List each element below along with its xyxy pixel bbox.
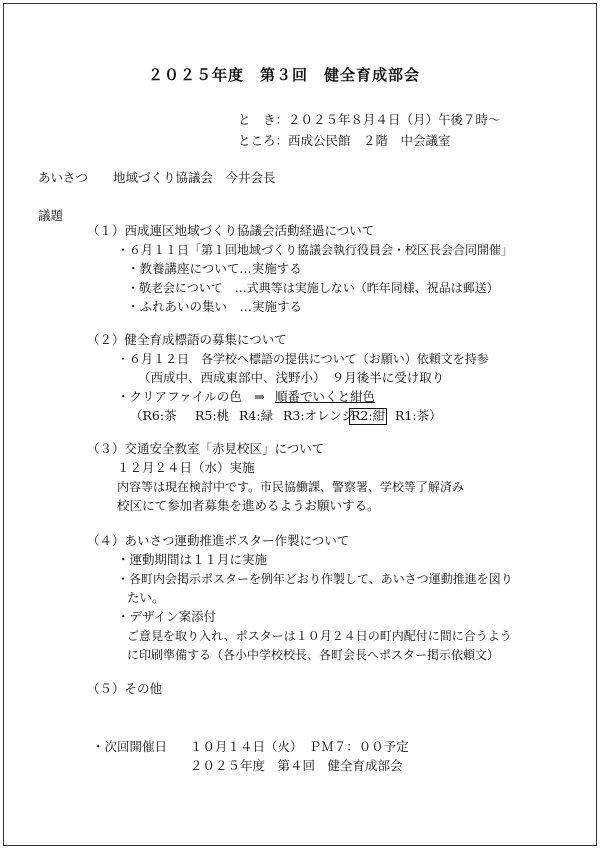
agenda-item-3-line: 内容等は現在検討中です。市民協働課、警察署、学校等了解済み [117, 480, 465, 494]
greeting-speaker: 地域づくり協議会 今井会長 [113, 170, 276, 185]
meeting-place: ところ：西成公民館 ２階 中会議室 [238, 133, 451, 148]
document-title: ２０２５年度 第３回 健全育成部会 [148, 66, 421, 84]
agenda-item-4-line: ・運動期間は１１月に実施 [117, 552, 268, 567]
agenda-item-3-line: １２月２４日（水）実施 [117, 460, 255, 475]
agenda-item-2-line: ・クリアファイルの色 ⇒ [117, 389, 265, 404]
color-r3: R3:オレンジ [283, 408, 354, 423]
next-meeting-date: １０月１４日（火） ＰＭ７：００予定 [190, 739, 409, 754]
greeting-label: あいさつ [38, 170, 89, 185]
document-page [3, 3, 597, 846]
agenda-item-4-line: たい。 [127, 590, 165, 605]
agenda-item-2-line: ・６月１２日 各学校へ標語の提供について（お願い）依頼文を持参 [117, 352, 489, 366]
color-r5: R5:桃 [195, 408, 230, 423]
agenda-item-4-title: （４）あいさつ運動推進ポスター作製について [87, 533, 350, 548]
agenda-item-3-line: 校区にて参加者募集を進めるようお願いする。 [117, 498, 380, 513]
next-meeting-name: ２０２５年度 第４回 健全育成部会 [190, 758, 403, 773]
agenda-item-4-line: に印刷準備する（各小中学校校長、各町会長へポスター掲示依頼文） [127, 648, 500, 662]
agenda-item-1-line: ・敬老会について …式典等は実施しない（昨年同様、祝品は郵送） [127, 281, 499, 295]
color-r1: R1:茶） [395, 408, 442, 423]
agenda-item-3-title: （３）交通安全教室「赤見校区」について [87, 441, 325, 456]
agenda-item-4-line: ・各町内会掲示ポスターを例年どおり作製して、あいさつ運動推進を図り [117, 572, 513, 586]
agenda-item-2-title: （２）健全育成標語の募集について [87, 332, 287, 347]
meeting-time: と き：２０２５年８月４日（月）午後７時～ [238, 112, 501, 127]
color-r4: R4:緑 [239, 408, 274, 423]
next-meeting-label: ・次回開催日 [92, 739, 168, 754]
agenda-item-1-line: ・６月１１日「第１回地域づくり協議会執行役員会・校区長会合同開催」 [117, 243, 514, 257]
agenda-item-1-line: ・ふれあいの集い …実施する [127, 299, 303, 314]
agenda-item-5-title: （５）その他 [87, 681, 163, 696]
agenda-heading: 議題 [38, 208, 64, 223]
agenda-item-4-line: ・デザイン案添付 [117, 609, 217, 624]
agenda-item-2-line: （西成中、西成東部中、浅野小） ９月後半に受け取り [138, 370, 445, 385]
color-r2-highlight: R2:紺 [351, 408, 386, 423]
agenda-item-1-line: ・教養講座について…実施する [127, 261, 302, 276]
color-order-note: 順番でいくと紺色 [275, 389, 376, 404]
agenda-item-1-title: （１）西成連区地域づくり協議会活動経過について [87, 223, 375, 238]
color-r6: （R6:茶 [130, 408, 177, 423]
agenda-item-4-line: ご意見を取り入れ、ポスターは１０月２４日の町内配付に間に合うよう [127, 629, 512, 643]
